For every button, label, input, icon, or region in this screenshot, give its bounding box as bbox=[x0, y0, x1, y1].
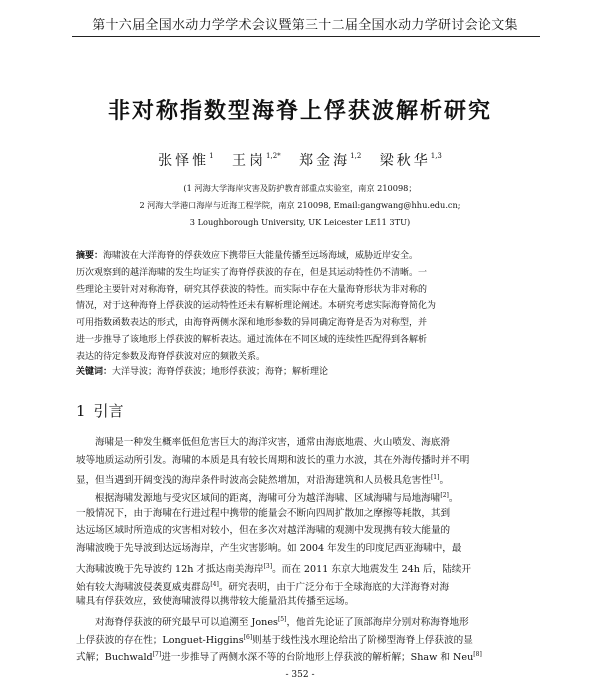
author: 王岗$^{1,2*}$ bbox=[232, 152, 281, 169]
body-line: 啸具有俘获效应，致使海啸波得以携带较大能量沿其传播至远场。 bbox=[76, 596, 355, 608]
abstract-line: 进一步推导了该地形上俘获波的解析表达。通过流体在不同区域的连续性匹配得到各解析 bbox=[76, 334, 428, 345]
author: 梁秋华$^{1,3}$ bbox=[379, 152, 442, 169]
body-line: 坡等地质运动所引发。海啸的本质是具有较长周期和波长的重力水波，其在外海传播时并不明 bbox=[76, 454, 470, 466]
body-line: 上俘获波的存在性；Longuet-Higgins[6]则基于线性浅水理论给出了阶梯型海脊上俘获波的显 bbox=[76, 633, 473, 646]
body-line: 海啸波晚于先导波到达远场海岸，产生灾害影响。如 2004 年发生的印度尼西亚海啸中，最 bbox=[76, 543, 462, 555]
abstract-line: 可用指数函数表达的形式，由海脊两侧水深和地形参数的异同确定海脊是否为对称型，并 bbox=[76, 318, 428, 329]
body-line: 大海啸波晚于先导波约 12h 才抵达南美海岸[3]。而在 2011 东京大地震发生 24h 后，陆续开 bbox=[76, 562, 471, 575]
body-line: 达远场区域时所造成的灾害相对较小，但在多次对越洋海啸的观测中发现携有较大能量的 bbox=[76, 525, 451, 537]
abstract-line: 摘要：海啸波在大洋海脊的俘获效应下携带巨大能量传播至远场海域，威胁近岸安全。 bbox=[76, 251, 419, 261]
body-line: 一般情况下，由于海啸在行进过程中携带的能量会不断向四周扩散加之摩擦等耗散，其到 bbox=[76, 507, 451, 519]
keywords-label: 关键词： bbox=[76, 367, 113, 377]
keywords-text: 大洋导波；海脊俘获波；地形俘获波；海脊；解析理论 bbox=[112, 367, 329, 377]
author: 郑金海$^{1,2}$ bbox=[299, 152, 362, 169]
body-text bbox=[76, 434, 530, 664]
paper-title: 非对称指数型海脊上俘获波解析研究 bbox=[107, 99, 492, 124]
affiliation-3: 3 Loughborough University, UK Leicester LE11 3TU) bbox=[189, 217, 411, 227]
page-number: - 352 - bbox=[285, 670, 315, 680]
body-line: 对海脊俘获波的研究最早可以追溯至 Jones[5]，他首先论证了顶部海岸分别对称海脊地形 bbox=[95, 615, 469, 628]
body-line: 海啸是一种发生概率低但危害巨大的海洋灾害，通常由海底地震、火山喷发、海底滑 bbox=[95, 437, 450, 448]
affiliation-2: 2 河海大学港口海岸与近海工程学院，南京 210098, Email:gangwang@hhu.edu.cn; bbox=[139, 200, 461, 210]
body-line: 始有较大海啸波侵袭夏威夷群岛[4]。研究表明，由于广泛分布于全球海底的大洋海脊对海 bbox=[76, 580, 450, 593]
abstract-label: 摘要： bbox=[76, 251, 104, 261]
abstract-line: 历次观察到的越洋海啸的发生均证实了海脊俘获波的存在，但是其运动特性仍不清晰。一 bbox=[76, 267, 428, 278]
affiliation-1: (1 河海大学海岸灾害及防护教育部重点实验室，南京 210098； bbox=[183, 183, 417, 193]
body-line: 显，但当遇到开阔变浅的海岸条件时波高会陡然增加，对沿海建筑和人员极具危害性[1]。 bbox=[76, 474, 450, 487]
header-rule bbox=[72, 36, 540, 37]
keywords bbox=[76, 364, 524, 377]
author-list bbox=[90, 150, 510, 170]
abstract-line: 情况，对于这种海脊上俘获波的运动特性还未有解析理论阐述。本研究考虑实际海脊简化为 bbox=[76, 301, 437, 312]
body-line: 根据海啸发源地与受灾区域间的距离，海啸可分为越洋海啸、区域海啸与局地海啸[2]。 bbox=[95, 492, 459, 505]
abstract-line: 些理论主要针对对称海脊，研究其俘获波的特性。而实际中存在大量海脊形状为非对称的 bbox=[76, 284, 428, 295]
abstract-line: 表达的待定参数及海脊俘获波对应的频散关系。 bbox=[76, 351, 266, 362]
abstract bbox=[76, 248, 524, 366]
section-title: 引言 bbox=[93, 402, 124, 420]
body-line: 式解；Buchwald[7]进一步推导了两侧水深不等的台阶地形上俘获波的解析解；Shaw 和 Neu[8] bbox=[76, 651, 482, 664]
running-header: 第十六届全国水动力学学术会议暨第三十二届全国水动力学研讨会论文集 bbox=[92, 18, 518, 33]
author: 张怿惟$^1$ bbox=[158, 152, 214, 169]
section-heading bbox=[76, 400, 124, 421]
section-number: 1 bbox=[76, 402, 86, 420]
